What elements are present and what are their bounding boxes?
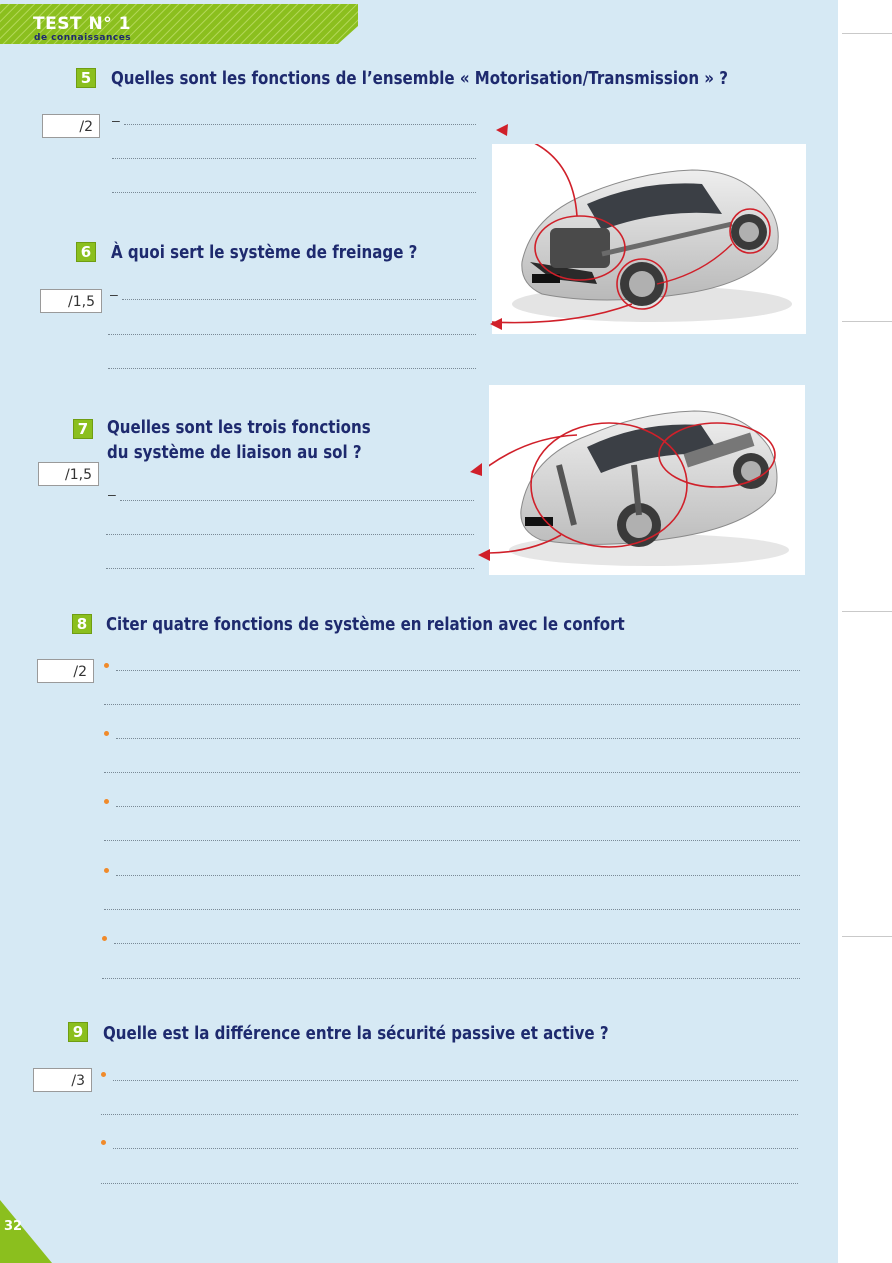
score-box: /1,5 — [40, 289, 102, 313]
answer-line[interactable] — [108, 334, 476, 335]
answer-line[interactable] — [106, 568, 474, 569]
car-image — [492, 144, 806, 334]
bullet-point — [104, 868, 109, 873]
question-text: Citer quatre fonctions de système en relation avec le confort — [106, 615, 625, 635]
answer-line[interactable] — [104, 909, 800, 910]
bullet-point — [102, 936, 107, 941]
score-box: /2 — [37, 659, 94, 683]
score-box: /3 — [33, 1068, 92, 1092]
answer-line[interactable] — [124, 124, 476, 125]
arrow-heads — [466, 458, 496, 568]
margin-line — [842, 936, 892, 937]
arrow-heads — [480, 118, 510, 338]
answer-line[interactable] — [113, 1080, 798, 1081]
answer-dash: – — [108, 486, 116, 502]
question-text: Quelles sont les fonctions de l’ensemble « Motorisation/Transmission » ? — [111, 69, 728, 89]
answer-line[interactable] — [122, 299, 476, 300]
answer-line[interactable] — [104, 772, 800, 773]
bullet-point — [101, 1072, 106, 1077]
answer-line[interactable] — [104, 840, 800, 841]
answer-line[interactable] — [101, 1183, 798, 1184]
answer-line[interactable] — [104, 704, 800, 705]
bullet-point — [104, 799, 109, 804]
answer-line[interactable] — [102, 978, 800, 979]
answer-dash: – — [110, 286, 118, 302]
question-number: 8 — [72, 614, 92, 634]
score-box: /1,5 — [38, 462, 99, 486]
page-number: 32 — [4, 1219, 23, 1234]
car-powertrain-illustration — [492, 144, 806, 334]
margin-line — [842, 611, 892, 612]
test-title: TEST N° 1 — [33, 14, 131, 34]
question-number: 6 — [76, 242, 96, 262]
answer-line[interactable] — [116, 670, 800, 671]
question-text-line1: Quelles sont les trois fonctions — [107, 418, 371, 438]
question-number: 9 — [68, 1022, 88, 1042]
test-subtitle: de connaissances — [34, 33, 132, 43]
answer-line[interactable] — [112, 192, 476, 193]
score-box: /2 — [42, 114, 100, 138]
answer-line[interactable] — [116, 875, 800, 876]
question-text-line2: du système de liaison au sol ? — [107, 443, 362, 463]
page-margin — [838, 0, 892, 1263]
answer-line[interactable] — [106, 534, 474, 535]
car-suspension-illustration — [489, 385, 805, 575]
bullet-point — [104, 663, 109, 668]
answer-line[interactable] — [101, 1114, 798, 1115]
question-text: À quoi sert le système de freinage ? — [111, 243, 418, 263]
bullet-point — [101, 1140, 106, 1145]
question-number: 5 — [76, 68, 96, 88]
answer-line[interactable] — [116, 738, 800, 739]
question-number: 7 — [73, 419, 93, 439]
car-image — [489, 385, 805, 575]
answer-line[interactable] — [113, 1148, 798, 1149]
question-text: Quelle est la différence entre la sécurité passive et active ? — [103, 1024, 609, 1044]
margin-line — [842, 33, 892, 34]
answer-line[interactable] — [116, 806, 800, 807]
answer-dash: – — [112, 112, 120, 128]
answer-line[interactable] — [112, 158, 476, 159]
margin-line — [842, 321, 892, 322]
bullet-point — [104, 731, 109, 736]
answer-line[interactable] — [120, 500, 474, 501]
answer-line[interactable] — [108, 368, 476, 369]
test-header — [0, 4, 358, 44]
answer-line[interactable] — [114, 943, 800, 944]
